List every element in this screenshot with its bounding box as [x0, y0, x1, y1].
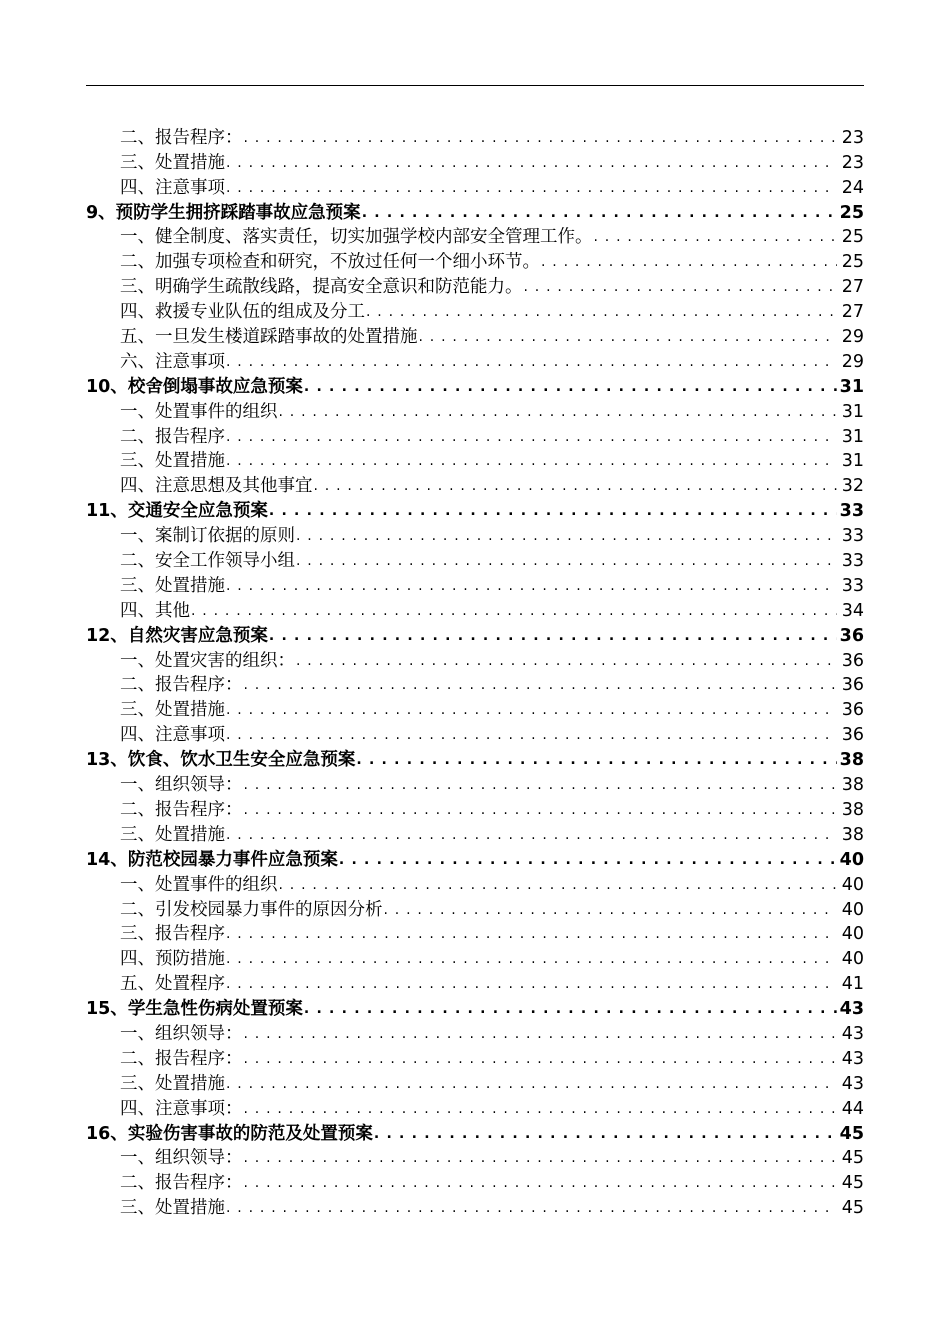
toc-dot-leader	[419, 327, 838, 348]
toc-dot-leader	[226, 974, 837, 995]
toc-section-entry[interactable]	[86, 448, 864, 473]
toc-entry-label: 10、校舍倒塌事故应急预案	[86, 376, 303, 397]
toc-entry-label: 二、报告程序：	[120, 675, 243, 696]
toc-dot-leader	[594, 227, 838, 248]
toc-chapter-entry[interactable]	[86, 846, 864, 871]
toc-entry-label: 11、交通安全应急预案	[86, 501, 268, 522]
toc-page-number: 36	[841, 725, 864, 746]
toc-dot-leader	[362, 203, 837, 224]
toc-dot-leader	[244, 675, 838, 696]
toc-entry-label: 三、处置措施	[120, 824, 225, 845]
toc-page-number: 40	[841, 874, 864, 895]
toc-dot-leader	[244, 775, 838, 796]
toc-entry-label: 六、注意事项	[120, 351, 225, 372]
toc-dot-leader	[296, 526, 837, 547]
toc-section-entry[interactable]	[86, 796, 864, 821]
toc-dot-leader	[226, 700, 837, 721]
toc-entry-label: 二、安全工作领导小组	[120, 551, 295, 572]
toc-entry-label: 一、处置灾害的组织：	[120, 650, 295, 671]
toc-entry-label: 四、注意事项	[120, 177, 225, 198]
toc-entry-label: 三、报告程序	[120, 924, 225, 945]
toc-page-number: 27	[841, 277, 864, 298]
toc-chapter-entry[interactable]	[86, 497, 864, 522]
toc-entry-label: 二、报告程序	[120, 426, 225, 447]
toc-dot-leader	[226, 576, 837, 597]
toc-dot-leader	[226, 451, 837, 472]
toc-dot-leader	[226, 725, 837, 746]
toc-entry-label: 一、组织领导：	[120, 1023, 243, 1044]
toc-section-entry[interactable]	[86, 970, 864, 995]
toc-page-number: 31	[839, 376, 864, 397]
toc-page-number: 31	[841, 401, 864, 422]
toc-dot-leader	[226, 153, 837, 174]
toc-entry-label: 一、健全制度、落实责任，切实加强学校内部安全管理工作。	[120, 227, 593, 248]
toc-page-number: 45	[841, 1173, 864, 1194]
toc-section-entry[interactable]	[86, 224, 864, 249]
toc-entry-label: 三、处置措施	[120, 1198, 225, 1219]
toc-entry-label: 15、学生急性伤病处置预案	[86, 999, 303, 1020]
toc-page-number: 43	[841, 1048, 864, 1069]
toc-page-number: 25	[841, 227, 864, 248]
toc-entry-label: 五、处置程序	[120, 974, 225, 995]
toc-entry-label: 二、报告程序：	[120, 127, 243, 148]
toc-entry-label: 四、预防措施	[120, 949, 225, 970]
toc-section-entry[interactable]	[86, 149, 864, 174]
toc-section-entry[interactable]	[86, 522, 864, 547]
toc-dot-leader	[226, 427, 837, 448]
toc-chapter-entry[interactable]	[86, 373, 864, 398]
toc-page-number: 27	[841, 302, 864, 323]
toc-dot-leader	[244, 800, 838, 821]
toc-section-entry[interactable]	[86, 1020, 864, 1045]
toc-entry-label: 16、实验伤害事故的防范及处置预案	[86, 1123, 373, 1144]
toc-page-number: 33	[841, 551, 864, 572]
toc-section-entry[interactable]	[86, 124, 864, 149]
toc-dot-leader	[304, 999, 837, 1020]
toc-dot-leader	[226, 924, 837, 945]
toc-dot-leader	[304, 377, 837, 398]
toc-section-entry[interactable]	[86, 398, 864, 423]
toc-section-entry[interactable]	[86, 672, 864, 697]
toc-page-number: 34	[841, 600, 864, 621]
toc-page-number: 33	[841, 575, 864, 596]
toc-section-entry[interactable]	[86, 597, 864, 622]
toc-page-number: 40	[839, 849, 864, 870]
toc-dot-leader	[269, 501, 837, 522]
toc-section-entry[interactable]	[86, 1095, 864, 1120]
toc-entry-label: 三、处置措施	[120, 575, 225, 596]
table-of-contents	[86, 124, 864, 1219]
toc-dot-leader	[244, 1024, 838, 1045]
toc-page-number: 45	[839, 1123, 864, 1144]
toc-entry-label: 一、案制订依据的原则	[120, 526, 295, 547]
toc-page-number: 44	[841, 1098, 864, 1119]
toc-section-entry[interactable]	[86, 771, 864, 796]
toc-section-entry[interactable]	[86, 423, 864, 448]
toc-page-number: 29	[841, 327, 864, 348]
toc-entry-label: 二、报告程序：	[120, 1173, 243, 1194]
toc-section-entry[interactable]	[86, 273, 864, 298]
toc-entry-label: 14、防范校园暴力事件应急预案	[86, 849, 338, 870]
toc-entry-label: 五、一旦发生楼道踩踏事故的处置措施	[120, 327, 418, 348]
toc-section-entry[interactable]	[86, 821, 864, 846]
toc-page-number: 36	[841, 700, 864, 721]
toc-entry-label: 9、预防学生拥挤踩踏事故应急预案	[86, 202, 361, 223]
toc-page-number: 25	[839, 202, 864, 223]
toc-page-number: 25	[841, 252, 864, 273]
toc-entry-label: 12、自然灾害应急预案	[86, 625, 268, 646]
toc-page-number: 40	[841, 899, 864, 920]
toc-page-number: 31	[841, 451, 864, 472]
toc-dot-leader	[226, 178, 837, 199]
toc-page-number: 36	[839, 625, 864, 646]
toc-dot-leader	[226, 1074, 837, 1095]
toc-dot-leader	[339, 850, 837, 871]
toc-dot-leader	[226, 949, 837, 970]
toc-dot-leader	[366, 302, 837, 323]
toc-entry-label: 三、处置措施	[120, 451, 225, 472]
toc-page-number: 41	[841, 974, 864, 995]
toc-chapter-entry[interactable]	[86, 746, 864, 771]
toc-page-number: 23	[841, 152, 864, 173]
toc-page-number: 38	[841, 775, 864, 796]
toc-page-number: 29	[841, 351, 864, 372]
toc-dot-leader	[356, 750, 836, 771]
toc-page-number: 23	[841, 127, 864, 148]
toc-entry-label: 四、救援专业队伍的组成及分工	[120, 302, 365, 323]
toc-entry-label: 三、明确学生疏散线路，提高安全意识和防范能力。	[120, 277, 523, 298]
toc-dot-leader	[244, 1148, 838, 1169]
toc-dot-leader	[279, 402, 838, 423]
toc-entry-label: 二、报告程序：	[120, 1048, 243, 1069]
toc-section-entry[interactable]	[86, 647, 864, 672]
toc-dot-leader	[244, 128, 838, 149]
toc-page-number: 36	[841, 675, 864, 696]
toc-section-entry[interactable]	[86, 1045, 864, 1070]
toc-entry-label: 一、组织领导：	[120, 1148, 243, 1169]
toc-section-entry[interactable]	[86, 921, 864, 946]
toc-section-entry[interactable]	[86, 547, 864, 572]
toc-entry-label: 三、处置措施	[120, 1073, 225, 1094]
toc-entry-label: 四、注意思想及其他事宜	[120, 476, 313, 497]
toc-entry-label: 一、处置事件的组织	[120, 401, 278, 422]
toc-entry-label: 二、加强专项检查和研究，不放过任何一个细小环节。	[120, 252, 540, 273]
toc-dot-leader	[191, 601, 837, 622]
toc-entry-label: 一、处置事件的组织	[120, 874, 278, 895]
toc-dot-leader	[384, 900, 838, 921]
toc-section-entry[interactable]	[86, 945, 864, 970]
toc-section-entry[interactable]	[86, 1194, 864, 1219]
toc-page-number: 36	[841, 650, 864, 671]
toc-page-number: 43	[841, 1023, 864, 1044]
toc-dot-leader	[226, 1198, 837, 1219]
toc-section-entry[interactable]	[86, 721, 864, 746]
toc-page-number: 38	[841, 799, 864, 820]
toc-dot-leader	[226, 352, 837, 373]
toc-page-number: 33	[841, 526, 864, 547]
toc-section-entry[interactable]	[86, 696, 864, 721]
toc-entry-label: 二、引发校园暴力事件的原因分析	[120, 899, 383, 920]
toc-entry-label: 三、处置措施	[120, 152, 225, 173]
toc-entry-label: 四、注意事项	[120, 725, 225, 746]
toc-entry-label: 四、其他	[120, 600, 190, 621]
toc-section-entry[interactable]	[86, 896, 864, 921]
toc-dot-leader	[269, 626, 837, 647]
toc-entry-label: 一、组织领导：	[120, 775, 243, 796]
toc-dot-leader	[244, 1099, 838, 1120]
toc-section-entry[interactable]	[86, 871, 864, 896]
toc-page-number: 38	[841, 824, 864, 845]
toc-dot-leader	[541, 252, 837, 273]
toc-dot-leader	[314, 476, 838, 497]
toc-section-entry[interactable]	[86, 1169, 864, 1194]
toc-entry-label: 二、报告程序：	[120, 799, 243, 820]
toc-chapter-entry[interactable]	[86, 995, 864, 1020]
toc-chapter-entry[interactable]	[86, 1120, 864, 1145]
toc-section-entry[interactable]	[86, 174, 864, 199]
toc-section-entry[interactable]	[86, 1070, 864, 1095]
toc-page-number: 43	[841, 1073, 864, 1094]
toc-chapter-entry[interactable]	[86, 199, 864, 224]
toc-dot-leader	[226, 825, 837, 846]
toc-section-entry[interactable]	[86, 348, 864, 373]
toc-dot-leader	[244, 1173, 838, 1194]
toc-page-number: 45	[841, 1198, 864, 1219]
toc-entry-label: 四、注意事项：	[120, 1098, 243, 1119]
toc-section-entry[interactable]	[86, 572, 864, 597]
toc-dot-leader	[524, 277, 838, 298]
toc-page-number: 45	[841, 1148, 864, 1169]
toc-entry-label: 三、处置措施	[120, 700, 225, 721]
toc-section-entry[interactable]	[86, 248, 864, 273]
toc-section-entry[interactable]	[86, 298, 864, 323]
toc-page-number: 43	[839, 999, 864, 1020]
toc-entry-label: 13、饮食、饮水卫生安全应急预案	[86, 750, 356, 771]
toc-dot-leader	[374, 1124, 837, 1145]
toc-page-number: 32	[841, 476, 864, 497]
toc-page-number: 38	[839, 750, 864, 771]
header-rule	[86, 85, 864, 86]
toc-section-entry[interactable]	[86, 472, 864, 497]
toc-dot-leader	[296, 551, 837, 572]
toc-page-number: 24	[841, 177, 864, 198]
toc-chapter-entry[interactable]	[86, 622, 864, 647]
toc-dot-leader	[279, 875, 838, 896]
toc-dot-leader	[244, 1049, 838, 1070]
toc-page-number: 33	[839, 501, 864, 522]
toc-dot-leader	[296, 651, 837, 672]
toc-page-number: 40	[841, 949, 864, 970]
toc-page-number: 40	[841, 924, 864, 945]
toc-page-number: 31	[841, 426, 864, 447]
toc-section-entry[interactable]	[86, 323, 864, 348]
toc-section-entry[interactable]	[86, 1145, 864, 1170]
